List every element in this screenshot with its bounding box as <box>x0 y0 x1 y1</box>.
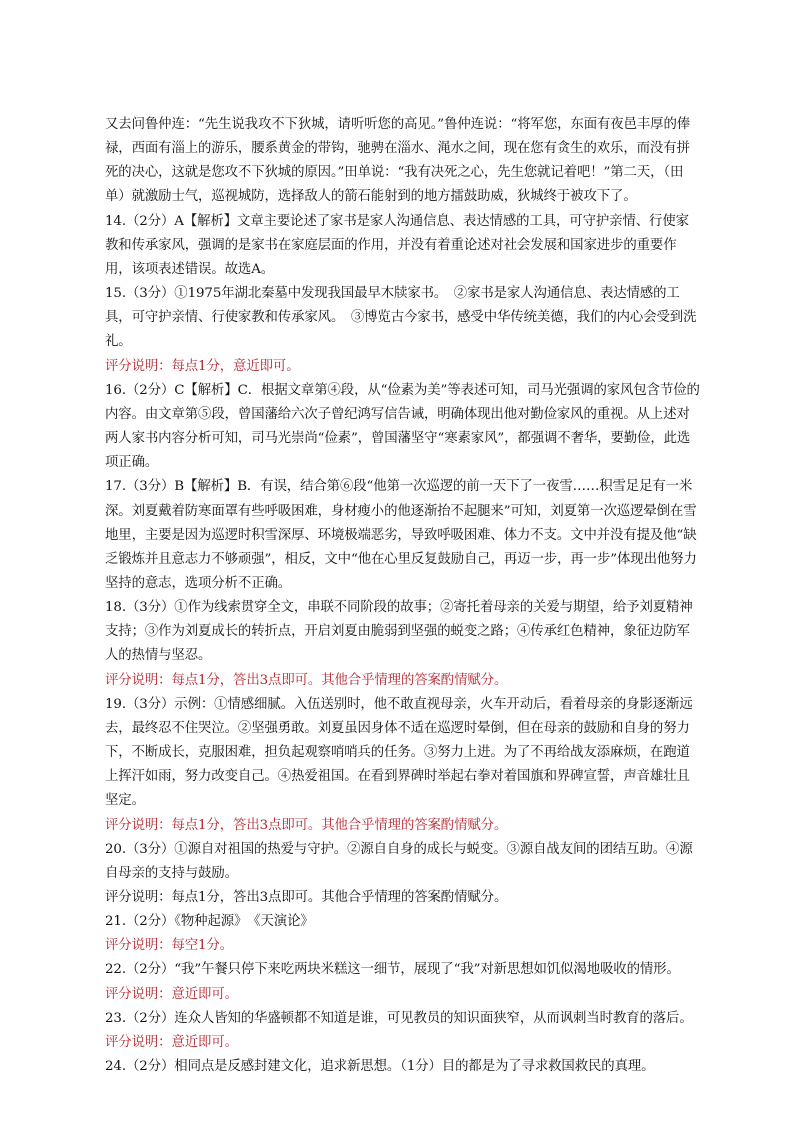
answer-20: 20.（3分）①源自对祖国的热爱与守护。②源自自身的成长与蜕变。③源自战友间的团结互助。④源自母亲的支持与鼓励。 <box>105 841 693 881</box>
answer-16: 16.（2分）C【解析】C．根据文章第④段，从“俭素为美”等表述可知，司马光强调的家风包含节俭的内容。由文章第⑤段，曾国藩给六次子曾纪鸿写信告诫，明确体现出他对勤俭家风的重视。从上述对两人家书内容分析可知，司马光崇尚“俭素”，曾国藩坚守“寒素家风”，都强调不奢华，要勤俭，此选项正确。 <box>105 382 700 471</box>
answer-14: 14.（2分）A【解析】文章主要论述了家书是家人沟通信息、表达情感的工具，可守护亲情、行使家教和传承家风，强调的是家书在家庭层面的作用，并没有着重论述对社会发展和国家进步的重要作用，该项表述错误。故选A。 <box>105 213 689 277</box>
answer-19: 19.（3分）示例：①情感细腻。入伍送别时，他不敢直视母亲，火车开动后，看着母亲的身影逐渐远去，最终忍不住哭泣。②坚强勇敢。刘夏虽因身体不适在巡逻时晕倒，但在母亲的鼓励和自身的努力下，不断成长，克服困难，担负起观察哨哨兵的任务。③努力上进。为了不再给战友添麻烦，在跑道上挥汗如雨，努力改变自己。④热爱祖国。在看到界碑时举起右拳对着国旗和界碑宣誓，声音雄壮且坚定。 <box>105 696 693 809</box>
answer-17: 17.（3分）B【解析】B．有误，结合第⑥段“他第一次巡逻的前一天下了一夜雪……积雪足足有一米深。刘夏戴着防寒面罩有些呼吸困难，身材瘦小的他逐渐抬不起腿来”可知，刘夏第一次巡逻晕倒在雪地里，主要是因为巡逻时积雪深厚、环境极端恶劣，导致呼吸困难、体力不支。文中并没有提及他“缺乏锻炼并且意志力不够顽强”，相反，文中“他在心里反复鼓励自己，再迈一步，再一步”体现出他努力坚持的意志，选项分析不正确。 <box>105 479 697 591</box>
answer-key-content <box>105 113 702 1079</box>
scoring-note-20: 评分说明：每点1分，答出3点即可。其他合乎情理的答案酌情赋分。 <box>105 890 508 905</box>
answer-22: 22.（2分）“我”午餐只停下来吃两块米糕这一细节，展现了“我”对新思想如饥似渴地吸收的情形。 <box>105 962 680 978</box>
scoring-note-18: 评分说明：每点1分，答出3点即可。其他合乎情理的答案酌情赋分。 <box>105 672 508 688</box>
answer-15: 15.（3分）①1975年湖北秦墓中发现我国最早木牍家书。 ②家书是家人沟通信息、表达情感的工具，可守护亲情、行使家教和传承家风。 ③博览古今家书，感受中华传统美德，我们的内心会受到洗礼。 <box>105 286 697 350</box>
answer-23: 23.（2分）连众人皆知的华盛顿都不知道是谁，可见教员的知识面狭窄，从而讽刺当时教育的落后。 <box>105 1010 693 1026</box>
scoring-note-15: 评分说明：每点1分，意近即可。 <box>105 358 300 374</box>
answer-24: 24.（2分）相同点是反感封建文化，追求新思想。（1分）目的都是为了寻求救国救民的真理。 <box>105 1059 655 1075</box>
scoring-note-19: 评分说明：每点1分，答出3点即可。其他合乎情理的答案酌情赋分。 <box>105 817 508 833</box>
answer-18: 18.（3分）①作为线索贯穿全文，串联不同阶段的故事；②寄托着母亲的关爱与期望，给予刘夏精神支持；③作为刘夏成长的转折点，开启刘夏由脆弱到坚强的蜕变之路；④传承红色精神，象征边防军人的热情与坚忍。 <box>105 600 693 664</box>
answer-21: 21.（2分）《物种起源》 《天演论》 <box>105 914 314 930</box>
scoring-note-22: 评分说明：意近即可。 <box>105 986 238 1002</box>
scoring-note-23: 评分说明：意近即可。 <box>105 1034 238 1050</box>
scoring-note-21: 评分说明：每空1分。 <box>105 938 234 954</box>
passage-translation-paragraph: 又去问鲁仲连：“先生说我攻不下狄城，请听听您的高见。”鲁仲连说：“将军您，东面有夜邑丰厚的俸禄，西面有淄上的游乐，腰系黄金的带钩，驰骋在淄水、渑水之间，现在您有贪生的欢乐，而没有拼死的决心，这就是您攻不下狄城的原因。”田单说：“我有决死之心，先生您就记着吧！”第二天，（田单）就激励士气，巡视城防，选择敌人的箭石能射到的地方擂鼓助威，狄城终于被攻下了。 <box>105 117 691 205</box>
